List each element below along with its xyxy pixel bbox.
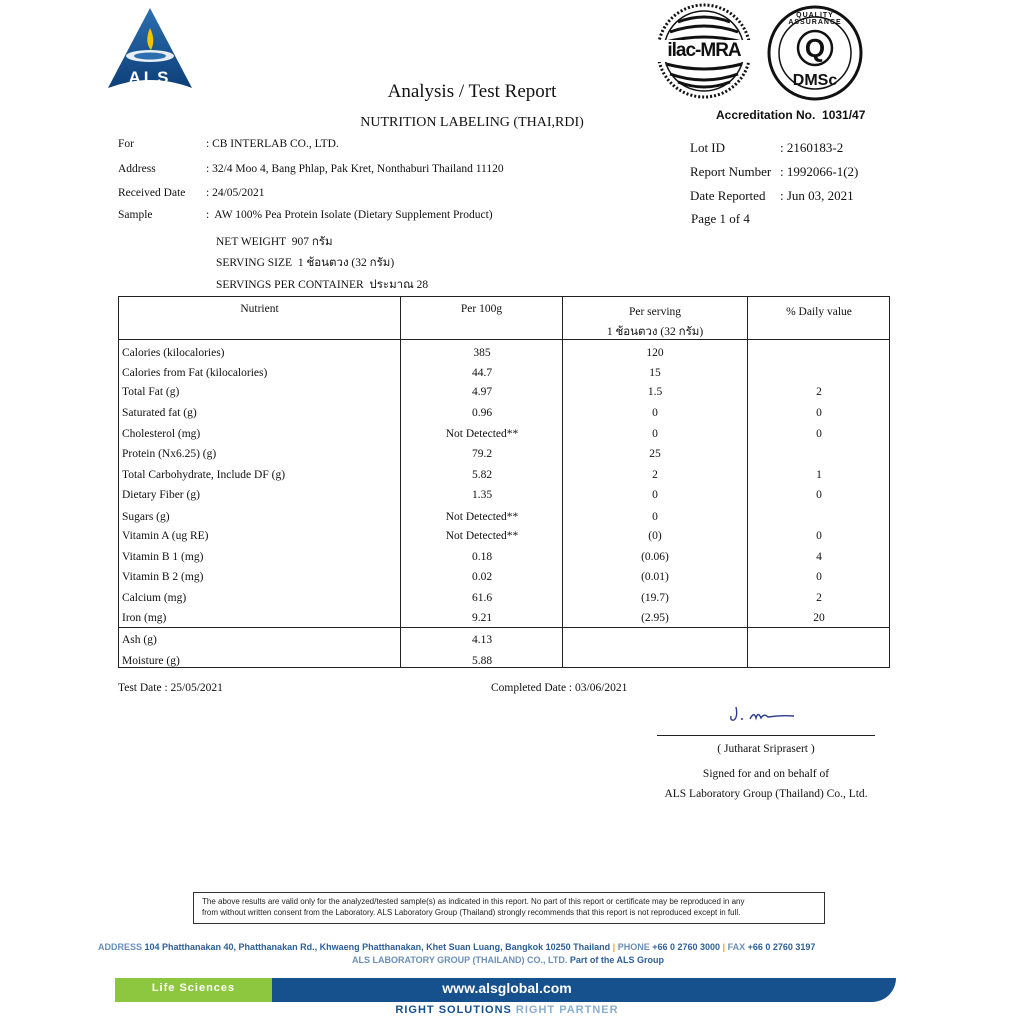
fax-label: FAX xyxy=(727,942,746,952)
life-sciences-label: Life Sciences xyxy=(151,982,236,994)
info-value-report: : 1992066-1(2) xyxy=(780,164,859,179)
dmsc-q-letter: Q xyxy=(804,33,826,63)
table-cell-name: Total Fat (g) xyxy=(122,386,180,398)
info-label-for: For xyxy=(118,138,134,150)
fax-text: +66 0 2760 3197 xyxy=(745,942,816,952)
dmsc-text: DMSc xyxy=(792,72,838,89)
table-cell-per100: Not Detected** xyxy=(445,530,519,542)
ilac-mra-badge xyxy=(654,2,754,100)
table-cell-per100: 0.02 xyxy=(471,571,493,583)
completed-date: Completed Date : 03/06/2021 xyxy=(491,682,628,694)
header-nutrient: Nutrient xyxy=(240,303,279,315)
table-cell-dv: 4 xyxy=(816,551,822,563)
nutrition-table xyxy=(118,296,890,668)
table-cell-per100: 0.18 xyxy=(471,551,493,563)
als-logo-text: ALS xyxy=(128,68,172,87)
disclaimer-line-2: from without written consent from the Laboratory. ALS Laboratory Group (Thailand) strongly recommends that this report is not reproduced except in full. xyxy=(202,908,741,917)
table-cell-per100: 4.97 xyxy=(471,386,493,398)
signed-company: ALS Laboratory Group (Thailand) Co., Ltd. xyxy=(664,788,868,800)
table-cell-name: Calories from Fat (kilocalories) xyxy=(122,367,268,379)
table-cell-serving: 0 xyxy=(652,489,658,501)
page-number: Page 1 of 4 xyxy=(691,211,750,226)
table-cell-name: Vitamin B 2 (mg) xyxy=(122,571,204,583)
servings-per-container: SERVINGS PER CONTAINER ประมาณ 28 xyxy=(216,279,429,291)
info-value-for: : CB INTERLAB CO., LTD. xyxy=(206,138,339,150)
als-logo xyxy=(104,6,196,92)
slogan-right-solutions: RIGHT SOLUTIONS xyxy=(395,1004,512,1016)
table-cell-serving: 0 xyxy=(652,511,658,523)
header-perserving: Per serving xyxy=(628,306,682,318)
serving-size: SERVING SIZE 1 ช้อนตวง (32 กรัม) xyxy=(216,257,395,269)
table-cell-serving: (19.7) xyxy=(641,592,669,604)
table-cell-per100: 4.13 xyxy=(471,634,493,646)
dmsc-badge xyxy=(766,4,864,102)
table-cell-per100: Not Detected** xyxy=(445,511,519,523)
table-cell-per100: 44.7 xyxy=(471,367,493,379)
footer-slogan xyxy=(272,1004,742,1016)
table-cell-per100: 79.2 xyxy=(471,448,493,460)
table-cell-serving: (2.95) xyxy=(641,612,669,624)
header-daily-value: % Daily value xyxy=(786,306,852,318)
header-per100: Per 100g xyxy=(460,303,503,315)
table-cell-name: Calcium (mg) xyxy=(122,592,187,604)
info-value-address: : 32/4 Moo 4, Bang Phlap, Pak Kret, Nonthaburi Thailand 11120 xyxy=(206,163,504,175)
table-cell-serving: 1.5 xyxy=(647,386,663,398)
table-cell-dv: 1 xyxy=(816,469,822,481)
table-cell-serving: 120 xyxy=(646,347,664,359)
signatory-name: ( Jutharat Sriprasert ) xyxy=(717,743,815,755)
table-cell-dv: 0 xyxy=(816,571,822,583)
info-label-report: Report Number xyxy=(690,164,772,179)
table-cell-name: Dietary Fiber (g) xyxy=(122,489,200,501)
handwritten-signature xyxy=(728,703,798,725)
ilac-mra-text: ilac-MRA xyxy=(650,40,758,62)
report-subtitle: NUTRITION LABELING (THAI,RDI) xyxy=(360,115,584,130)
signed-behalf: Signed for and on behalf of xyxy=(702,768,830,780)
accreditation-number: Accreditation No. 1031/47 xyxy=(716,108,866,122)
table-cell-name: Iron (mg) xyxy=(122,612,167,624)
footer-address: ADDRESS 104 Phatthanakan 40, Phatthanakan Rd., Khwaeng Phatthanakan, Khet Suan Luang, Bangkok 10250 Thailand | PHONE +66 0 2760 3000 | FAX +66 0 2760 3197 xyxy=(98,942,816,952)
group-name: ALS LABORATORY GROUP (THAILAND) CO., LTD. xyxy=(352,955,568,965)
phone-text: +66 0 2760 3000 xyxy=(649,942,721,952)
table-cell-dv: 20 xyxy=(813,612,825,624)
table-cell-dv: 0 xyxy=(816,530,822,542)
address-label: ADDRESS xyxy=(98,942,143,952)
info-value-lot: : 2160183-2 xyxy=(780,140,844,155)
table-cell-serving: 2 xyxy=(652,469,658,481)
table-cell-serving: 15 xyxy=(649,367,661,379)
signature-line xyxy=(657,735,875,736)
table-cell-serving: 25 xyxy=(649,448,661,460)
footer-group-line xyxy=(98,955,918,965)
info-label-lot: Lot ID xyxy=(690,140,726,155)
table-cell-per100: 5.88 xyxy=(471,655,493,667)
table-cell-dv: 2 xyxy=(816,386,822,398)
table-cell-name: Protein (Nx6.25) (g) xyxy=(122,448,217,460)
table-cell-name: Moisture (g) xyxy=(122,655,180,667)
info-label-received: Received Date xyxy=(118,187,186,199)
table-cell-name: Total Carbohydrate, Include DF (g) xyxy=(122,469,286,481)
table-cell-name: Vitamin B 1 (mg) xyxy=(122,551,204,563)
table-cell-name: Cholesterol (mg) xyxy=(122,428,201,440)
info-label-address: Address xyxy=(118,163,156,175)
info-value-date-reported: : Jun 03, 2021 xyxy=(780,188,854,203)
table-cell-serving: (0) xyxy=(648,530,662,542)
table-cell-per100: 5.82 xyxy=(471,469,493,481)
info-label-sample: Sample xyxy=(118,209,153,221)
table-cell-dv: 2 xyxy=(816,592,822,604)
table-cell-per100: 9.21 xyxy=(471,612,493,624)
table-cell-name: Saturated fat (g) xyxy=(122,407,197,419)
address-text: 104 Phatthanakan 40, Phatthanakan Rd., Khwaeng Phatthanakan, Khet Suan Luang, Bangkok 10250 Thailand xyxy=(142,942,611,952)
slogan-right-partner: RIGHT PARTNER xyxy=(511,1004,619,1016)
disclaimer-line-1: The above results are valid only for the analyzed/tested sample(s) as indicated in this report. No part of this report or certificate may be reproduced in any xyxy=(202,897,745,906)
table-cell-name: Ash (g) xyxy=(122,634,157,646)
net-weight: NET WEIGHT 907 กรัม xyxy=(216,236,333,248)
test-date: Test Date : 25/05/2021 xyxy=(118,682,223,694)
table-cell-per100: 61.6 xyxy=(471,592,493,604)
info-label-date-reported: Date Reported xyxy=(690,188,766,203)
table-cell-per100: Not Detected** xyxy=(445,428,519,440)
table-cell-per100: 385 xyxy=(473,347,491,359)
table-cell-dv: 0 xyxy=(816,489,822,501)
table-cell-dv: 0 xyxy=(816,407,822,419)
table-cell-serving: 0 xyxy=(652,407,658,419)
table-cell-per100: 1.35 xyxy=(471,489,493,501)
table-cell-name: Sugars (g) xyxy=(122,511,170,523)
header-perserving-size: 1 ช้อนตวง (32 กรัม) xyxy=(606,326,704,338)
table-cell-serving: 0 xyxy=(652,428,658,440)
info-value-received: : 24/05/2021 xyxy=(206,187,265,199)
table-cell-serving: (0.06) xyxy=(641,551,669,563)
phone-label: PHONE xyxy=(617,942,650,952)
dmsc-ring-text: QUALITY ASSURANCE xyxy=(788,12,842,26)
website-link[interactable]: www.alsglobal.com xyxy=(442,980,572,996)
table-cell-per100: 0.96 xyxy=(471,407,493,419)
table-cell-dv: 0 xyxy=(816,428,822,440)
info-value-sample: : AW 100% Pea Protein Isolate (Dietary Supplement Product) xyxy=(206,209,493,221)
table-cell-serving: (0.01) xyxy=(641,571,669,583)
report-title: Analysis / Test Report xyxy=(387,81,557,102)
table-cell-name: Vitamin A (ug RE) xyxy=(122,530,209,542)
disclaimer-box xyxy=(193,892,825,924)
group-suffix: Part of the ALS Group xyxy=(567,955,664,965)
table-cell-name: Calories (kilocalories) xyxy=(122,347,225,359)
